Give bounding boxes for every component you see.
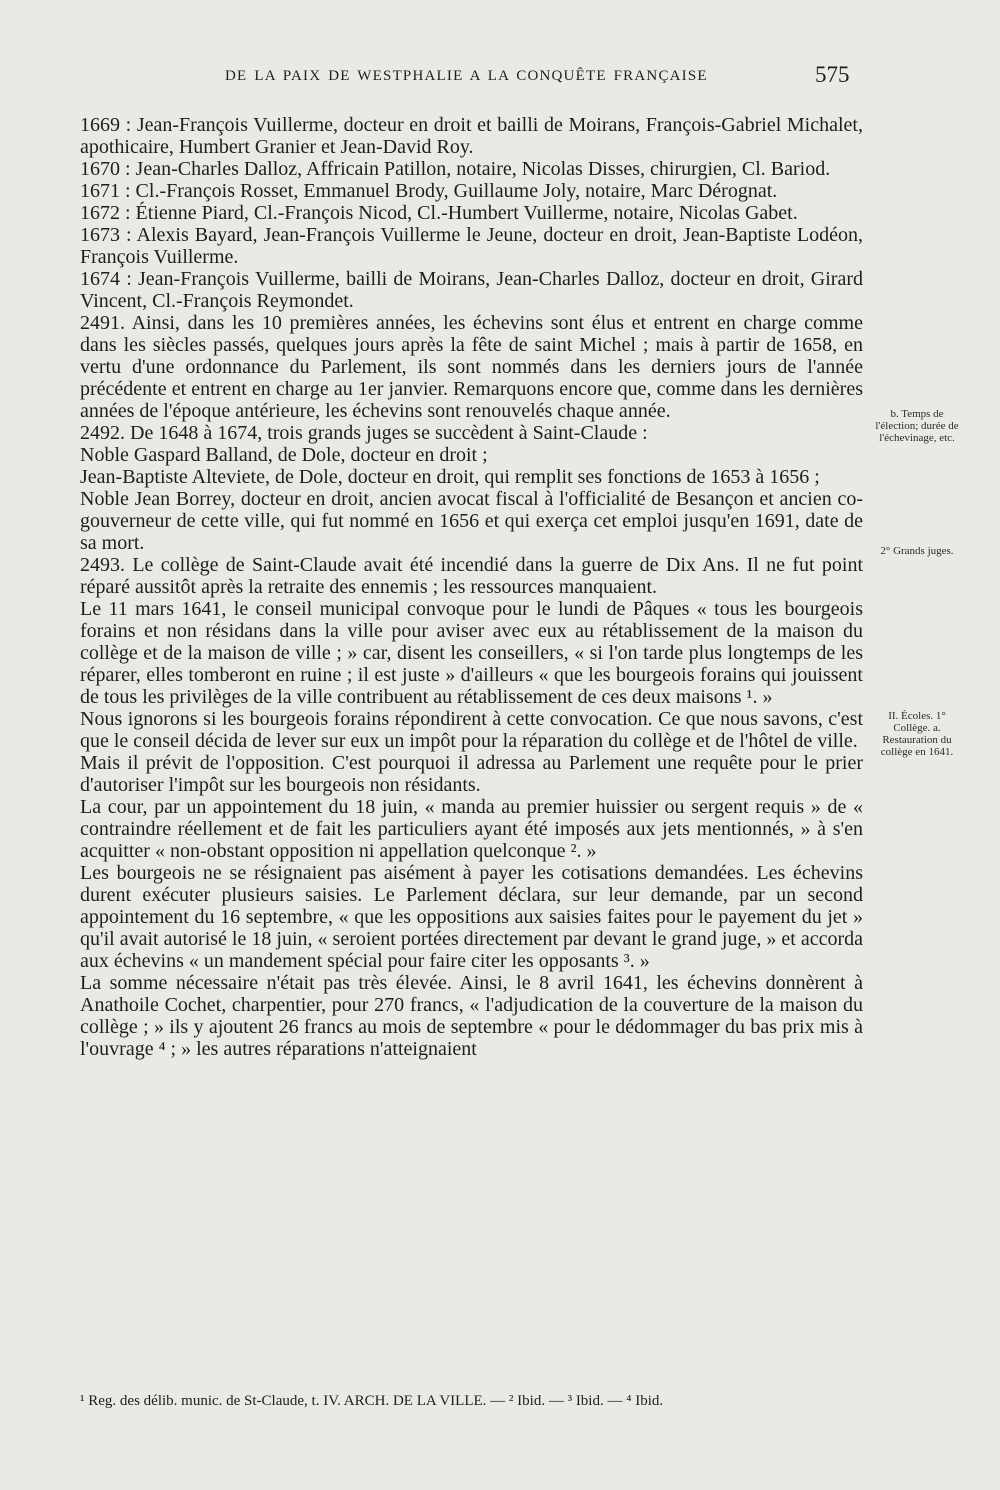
- main-text: [80, 114, 863, 1060]
- paragraph: 1672 : Étienne Piard, Cl.-François Nicod, Cl.-Humbert Vuillerme, notaire, Nicolas Gabet.: [80, 202, 798, 224]
- paragraph: Mais il prévit de l'opposition. C'est pourquoi il adressa au Parlement une requête pour le prier d'autoriser l'impôt sur les bourgeois non résidants.: [80, 752, 863, 796]
- paragraph: 2493. Le collège de Saint-Claude avait été incendié dans la guerre de Dix Ans. Il ne fut point réparé aussitôt après la retraite des ennemis ; les ressources manquaient.: [80, 554, 863, 598]
- paragraph: Le 11 mars 1641, le conseil municipal convoque pour le lundi de Pâques « tous les bourgeois forains et non résidans dans la ville pour aviser avec eux au rétablissement de la maison du collège et de la maison de ville ; » car, disent les conseillers, « si l'on tarde plus longtemps de les réparer, elles tomberont en ruine ; il est juste » d'ailleurs « que les bourgeois forains qui jouissent de tous les privilèges de la ville contribuent au rétablissement de ces deux maisons ¹. »: [80, 598, 863, 708]
- footnote: ¹ Reg. des délib. munic. de St-Claude, t. IV. ARCH. DE LA VILLE. — ² Ibid. — ³ Ibid. — ⁴ Ibid.: [80, 1393, 664, 1409]
- paragraph: La cour, par un appointement du 18 juin, « manda au premier huissier ou sergent requis » de « contraindre réellement et de fait les particuliers ayant été imposés aux jets mentionnés, » à s'en acquitter « non-obstant opposition ni appellation quelconque ². »: [80, 796, 863, 862]
- paragraph: Jean-Baptiste Alteviete, de Dole, docteur en droit, qui remplit ses fonctions de 1653 à 1656 ;: [80, 466, 820, 488]
- paragraph: 1674 : Jean-François Vuillerme, bailli de Moirans, Jean-Charles Dalloz, docteur en droit, Girard Vincent, Cl.-François Reymondet.: [80, 268, 863, 312]
- paragraph: 1669 : Jean-François Vuillerme, docteur en droit et bailli de Moirans, François-Gabriel Michalet, apothicaire, Humbert Granier et Jean-David Roy.: [80, 114, 863, 158]
- paragraph: 2492. De 1648 à 1674, trois grands juges se succèdent à Saint-Claude :: [80, 422, 648, 444]
- paragraph: 2491. Ainsi, dans les 10 premières années, les échevins sont élus et entrent en charge comme dans les siècles passés, quelques jours après la fête de saint Michel ; mais à partir de 1658, en vertu d'une ordonnance du Parlement, ils sont nommés dans les derniers jours de l'année précédente et entrent en charge au 1er janvier. Remarquons encore que, comme dans les dernières années de l'époque antérieure, les échevins sont renouvelés chaque année.: [80, 312, 863, 422]
- sidenote: 2° Grands juges.: [880, 545, 954, 557]
- paragraph: 1671 : Cl.-François Rosset, Emmanuel Brody, Guillaume Joly, notaire, Marc Dérognat.: [80, 180, 778, 202]
- sidenote: b. Temps de l'élection; durée de l'échevinage, etc.: [875, 408, 959, 444]
- page-header: [0, 62, 1000, 92]
- paragraph: Nous ignorons si les bourgeois forains répondirent à cette convocation. Ce que nous savons, c'est que le conseil décida de lever sur eux un impôt pour la réparation du collège et de l'hôtel de ville.: [80, 708, 863, 752]
- paragraph: Les bourgeois ne se résignaient pas aisément à payer les cotisations demandées. Les échevins durent exécuter plusieurs saisies. Le Parlement déclara, sur leur demande, par un second appointement du 16 septembre, « que les oppositions aux saisies faites pour le payement du jet » qu'il avait autorisé le 18 juin, « seroient portées directement par devant le grand juge, » et accorda aux échevins « un mandement spécial pour faire citer les opposants ³. »: [80, 862, 863, 972]
- paragraph: 1670 : Jean-Charles Dalloz, Affricain Patillon, notaire, Nicolas Disses, chirurgien, Cl. Bariod.: [80, 158, 831, 180]
- paragraph: 1673 : Alexis Bayard, Jean-François Vuillerme le Jeune, docteur en droit, Jean-Baptiste Lodéon, François Vuillerme.: [80, 224, 863, 268]
- page-number: 575: [815, 62, 850, 87]
- paragraph: Noble Jean Borrey, docteur en droit, ancien avocat fiscal à l'officialité de Besançon et ancien co-gouverneur de cette ville, qui fut nommé en 1656 et qui exerça cet emploi jusqu'en 1691, date de sa mort.: [80, 488, 863, 554]
- paragraph: Noble Gaspard Balland, de Dole, docteur en droit ;: [80, 444, 488, 466]
- paragraph: La somme nécessaire n'était pas très élevée. Ainsi, le 8 avril 1641, les échevins donnèrent à Anathoile Cochet, charpentier, pour 270 francs, « l'adjudication de la couverture de la maison du collège ; » ils y ajoutent 26 francs au mois de septembre « pour le dédommager du bas prix mis à l'ouvrage ⁴ ; » les autres réparations n'atteignaient: [80, 972, 863, 1060]
- sidenote: II. Écoles. 1° Collège. a. Restauration du collège en 1641.: [880, 710, 954, 758]
- running-title: DE LA PAIX DE WESTPHALIE A LA CONQUÊTE FRANÇAISE: [225, 68, 708, 84]
